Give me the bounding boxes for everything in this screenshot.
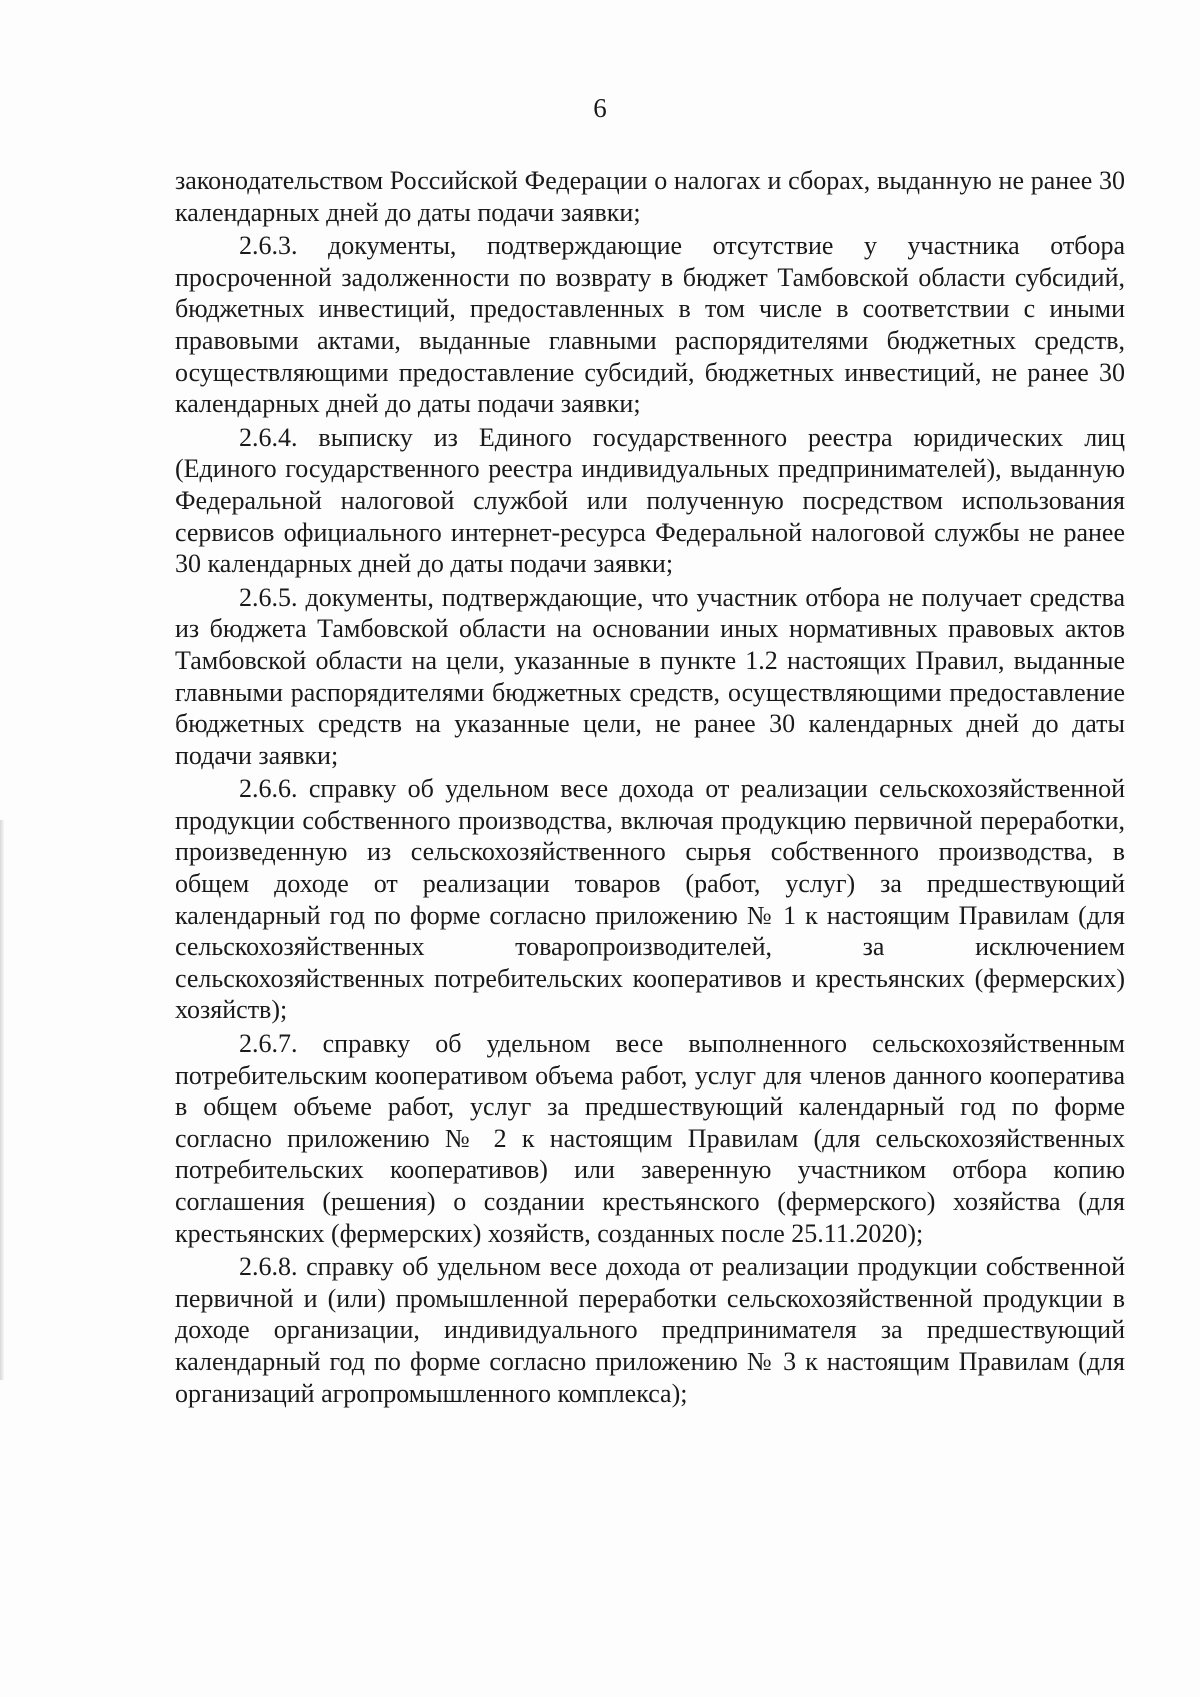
paragraph-continuation: законодательством Российской Федерации о налогах и сборах, выданную не ранее 30 календарных дней до даты подачи заявки; [175,166,1125,227]
paragraph-2-6-5: 2.6.5. документы, подтверждающие, что участник отбора не получает средства из бюджета Тамбовской области на основании иных нормативных правовых актов Тамбовской области на цели, указанные в пункте 1.2 настоящих Правил, выданные главными распорядителями бюджетных средств, осуществляющими предоставление бюджетных средств на указанные цели, не ранее 30 календарных дней до даты подачи заявки; [175,582,1125,770]
paragraph-2-6-4: 2.6.4. выписку из Единого государственного реестра юридических лиц (Единого государственного реестра индивидуальных предпринимателей), выданную Федеральной налоговой службой или полученную посредством использования сервисов официального интернет-ресурса Федеральной налоговой службы не ранее 30 календарных дней до даты подачи заявки; [175,422,1125,579]
scan-edge-shadow [0,820,4,1380]
paragraph-2-6-8: 2.6.8. справку об удельном весе дохода от реализации продукции собственной первичной и (или) промышленной переработки сельскохозяйственной продукции в доходе организации, индивидуального предпринимателя за предшествующий календарный год по форме согласно приложению № 3 к настоящим Правилам (для организаций агропромышленного комплекса); [175,1252,1125,1408]
page-number: 6 [593,93,607,123]
paragraph-2-6-7: 2.6.7. справку об удельном весе выполненного сельскохозяйственным потребительским кооперативом объема работ, услуг для членов данного кооператива в общем объеме работ, услуг за предшествующий календарный год по форме согласно приложению № 2 к настоящим Правилам (для сельскохозяйственных потребительских кооперативов) или заверенную участником отбора копию соглашения (решения) о создании крестьянского (фермерского) хозяйства (для крестьянских (фермерских) хозяйств, созданных после 25.11.2020); [175,1029,1125,1248]
document-body [175,165,1125,1411]
paragraph-2-6-3: 2.6.3. документы, подтверждающие отсутствие у участника отбора просроченной задолженности по возврату в бюджет Тамбовской области субсидий, бюджетных инвестиций, предоставленных в том числе в соответствии с иными правовыми актами, выданные главными распорядителями бюджетных средств, осуществляющими предоставление субсидий, бюджетных инвестиций, не ранее 30 календарных дней до даты подачи заявки; [175,231,1125,419]
paragraph-2-6-6: 2.6.6. справку об удельном весе дохода от реализации сельскохозяйственной продукции собственного производства, включая продукцию первичной переработки, произведенную из сельскохозяйственного сырья собственного производства, в общем доходе от реализации товаров (работ, услуг) за предшествующий календарный год по форме согласно приложению № 1 к настоящим Правилам (для сельскохозяйственных товаропроизводителей, за исключением сельскохозяйственных потребительских кооперативов и крестьянских (фермерских) хозяйств); [175,774,1125,1025]
